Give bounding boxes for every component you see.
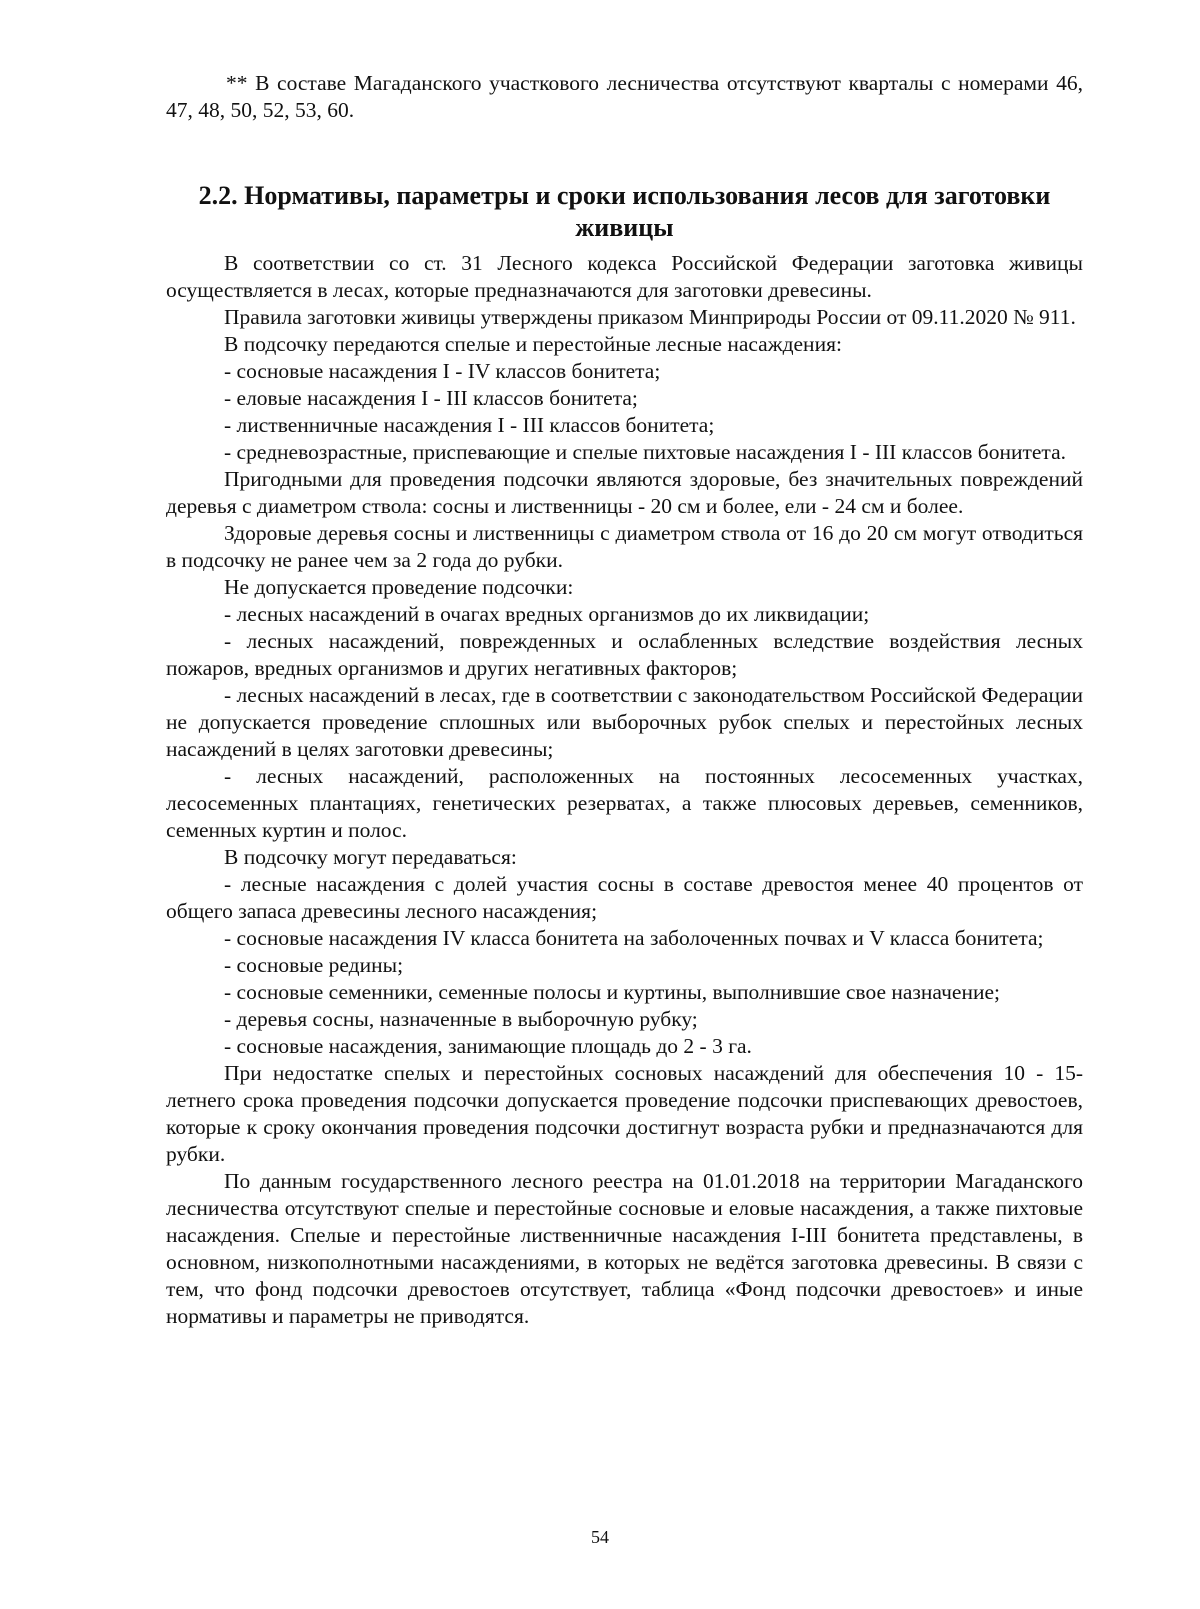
paragraph: При недостатке спелых и перестойных сосновых насаждений для обеспечения 10 - 15-летнего срока проведения подсочки допускается проведение подсочки приспевающих древостоев, которые к сроку окончания проведения подсочки достигнут возраста рубки и предназначаются для рубки. [166,1061,1083,1166]
list-item: - сосновые семенники, семенные полосы и куртины, выполнившие свое назначение; [224,980,1000,1004]
footnote: ** В составе Магаданского участкового лесничества отсутствуют кварталы с номерами 46, 47, 48, 50, 52, 53, 60. [166,71,1083,122]
document-page [166,70,1083,1330]
list-item: - лесные насаждения с долей участия сосны в составе древостоя менее 40 процентов от общего запаса древесины лесного насаждения; [166,872,1083,923]
list-item: - сосновые редины; [224,953,404,977]
page-number: 54 [591,1527,609,1547]
paragraph: Правила заготовки живицы утверждены приказом Минприроды России от 09.11.2020 № 911. [224,305,1076,329]
paragraph: В подсочку передаются спелые и перестойные лесные насаждения: [224,332,842,356]
list-item: - сосновые насаждения, занимающие площадь до 2 - 3 га. [224,1034,752,1058]
list-item: - сосновые насаждения IV класса бонитета на заболоченных почвах и V класса бонитета; [224,926,1044,950]
paragraph: Пригодными для проведения подсочки являются здоровые, без значительных повреждений деревья с диаметром ствола: сосны и лиственницы - 20 см и более, ели - 24 см и более. [166,467,1083,518]
list-item: - лесных насаждений, расположенных на постоянных лесосеменных участках, лесосеменных плантациях, генетических резерватах, а также плюсовых деревьев, семенников, семенных куртин и полос. [166,764,1083,842]
list-item: - деревья сосны, назначенные в выборочную рубку; [224,1007,698,1031]
list-item: - еловые насаждения I - III классов бонитета; [224,386,638,410]
paragraph: В подсочку могут передаваться: [224,845,517,869]
paragraph: В соответствии со ст. 31 Лесного кодекса Российской Федерации заготовка живицы осуществляется в лесах, которые предназначаются для заготовки древесины. [166,251,1083,302]
list-item: - сосновые насаждения I - IV классов бонитета; [224,359,661,383]
paragraph: Не допускается проведение подсочки: [224,575,574,599]
paragraph: Здоровые деревья сосны и лиственницы с диаметром ствола от 16 до 20 см могут отводиться в подсочку не ранее чем за 2 года до рубки. [166,521,1083,572]
section-body [166,250,1083,1330]
list-item: - лесных насаждений в лесах, где в соответствии с законодательством Российской Федерации не допускается проведение сплошных или выборочных рубок спелых и перестойных лесных насаждений в целях заготовки древесины; [166,683,1083,761]
list-item: - лиственничные насаждения I - III классов бонитета; [224,413,715,437]
paragraph: По данным государственного лесного реестра на 01.01.2018 на территории Магаданского лесничества отсутствуют спелые и перестойные сосновые и еловые насаждения, а также пихтовые насаждения. Спелые и перестойные лиственничные насаждения I-III бонитета представлены, в основном, низкополнотными насаждениями, в которых не ведётся заготовка древесины. В связи с тем, что фонд подсочки древостоев отсутствует, таблица «Фонд подсочки древостоев» и иные нормативы и параметры не приводятся. [166,1169,1083,1328]
section-title: 2.2. Нормативы, параметры и сроки использования лесов для заготовки живицы [198,181,1051,242]
list-item: - лесных насаждений, поврежденных и ослабленных вследствие воздействия лесных пожаров, вредных организмов и других негативных факторов; [166,629,1083,680]
list-item: - средневозрастные, приспевающие и спелые пихтовые насаждения I - III классов бонитета. [224,440,1066,464]
list-item: - лесных насаждений в очагах вредных организмов до их ликвидации; [224,602,870,626]
